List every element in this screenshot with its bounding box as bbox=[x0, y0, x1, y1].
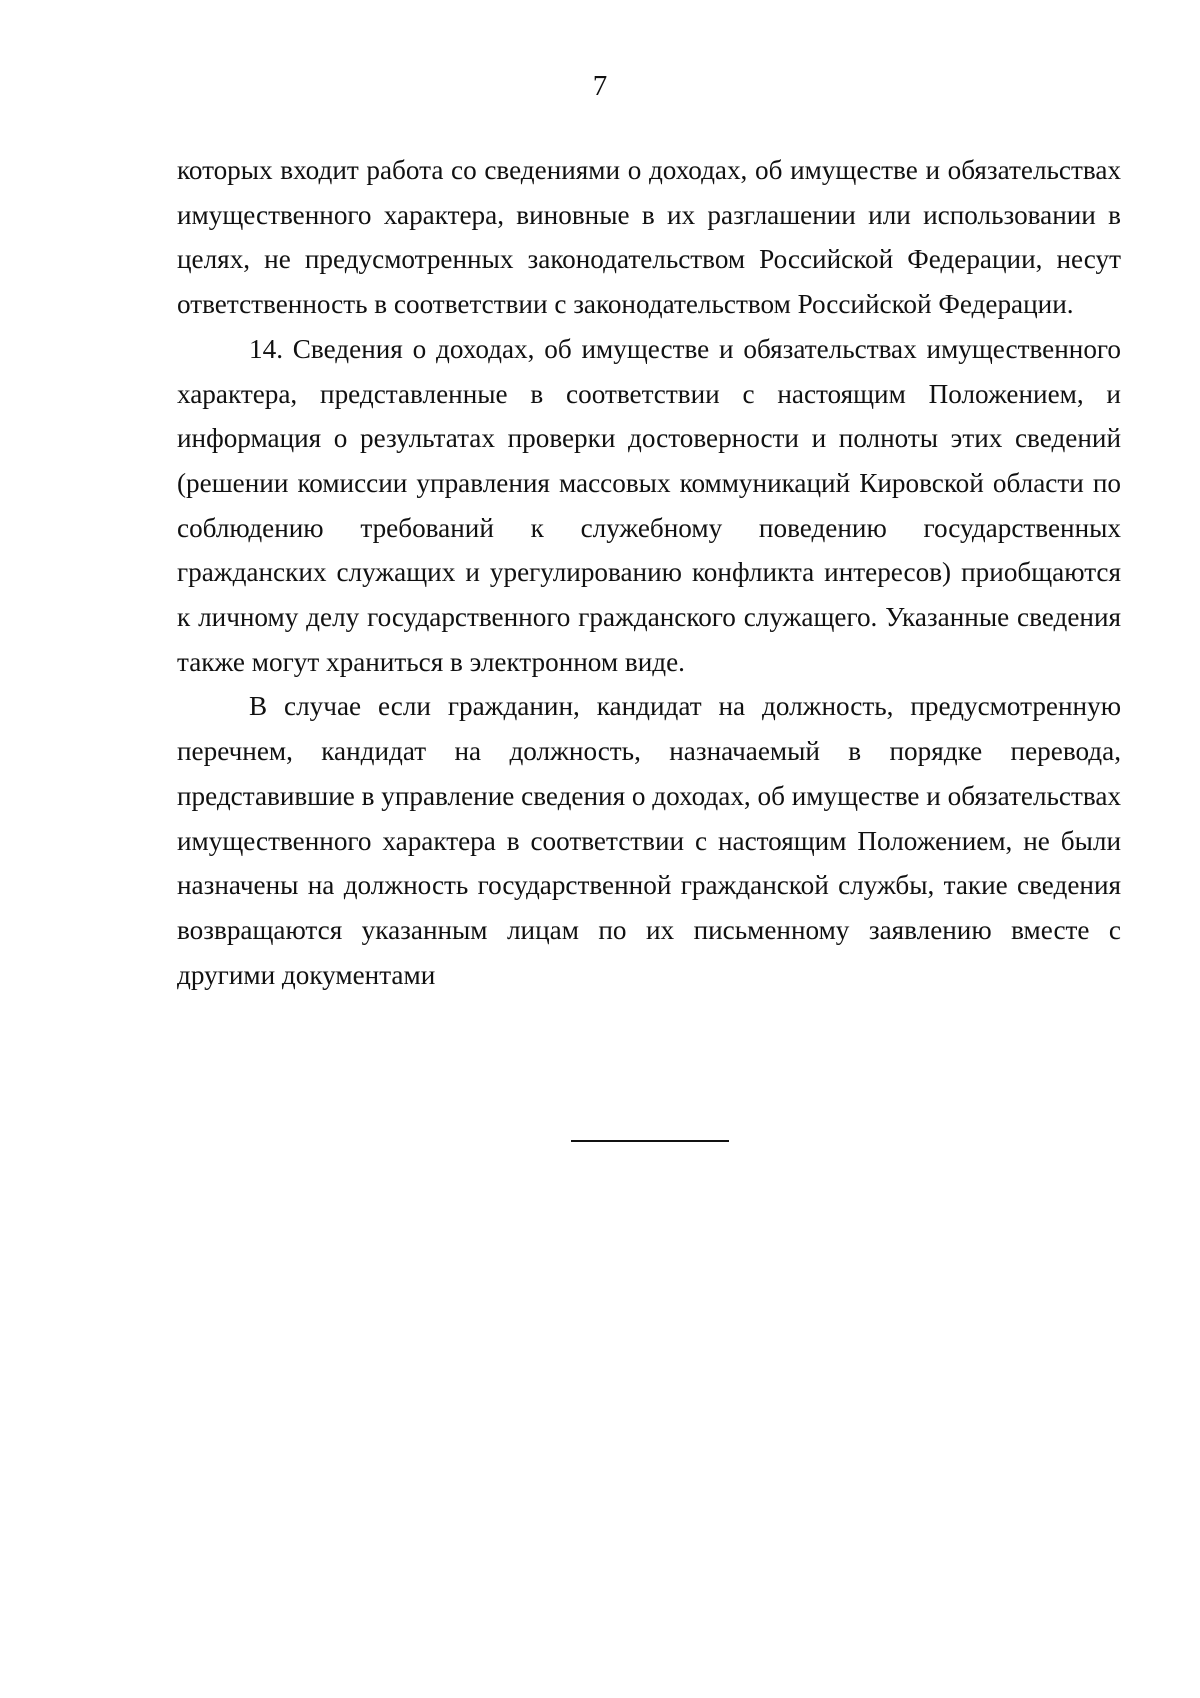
paragraph-continuation: которых входит работа со сведениями о доходах, об имуществе и обязательствах имущественного характера, виновные в их разглашении или использовании в целях, не предусмотренных законодательством Российской Федерации, несут ответственность в соответствии с законодательством Российской Федерации. bbox=[177, 155, 1121, 320]
page-number: 7 bbox=[592, 70, 608, 102]
paragraph-return-of-documents: В случае если гражданин, кандидат на должность, предусмотренную перечнем, кандидат на должность, назначаемый в порядке перевода, представившие в управление сведения о доходах, об имуществе и обязательствах имущественного характера в соответствии с настоящим Положением, не были назначены на должность государственной гражданской службы, такие сведения возвращаются указанным лицам по их письменному заявлению вместе с другими документами bbox=[177, 691, 1121, 990]
paragraph-item-14: 14. Сведения о доходах, об имуществе и обязательствах имущественного характера, представленные в соответствии с настоящим Положением, и информация о результатах проверки достоверности и полноты этих сведений (решении комиссии управления массовых коммуникаций Кировской области по соблюдению требований к служебному поведению государственных гражданских служащих и урегулированию конфликта интересов) приобщаются к личному делу государственного гражданского служащего. Указанные сведения также могут храниться в электронном виде. bbox=[177, 333, 1121, 677]
end-of-document-rule bbox=[571, 1140, 729, 1142]
document-body bbox=[177, 148, 1121, 997]
